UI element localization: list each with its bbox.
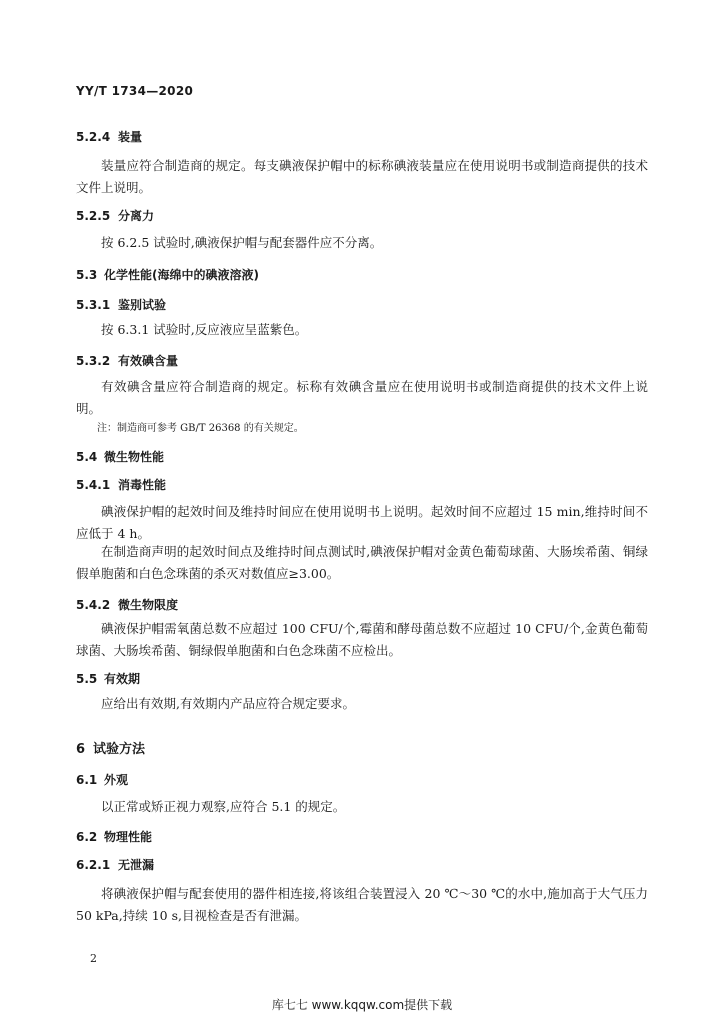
heading-5-2-4 [76,128,142,145]
section-title: 消毒性能 [118,478,167,492]
section-title: 鉴别试验 [118,298,167,312]
paragraph-6-2-1: 将碘液保护帽与配套使用的器件相连接,将该组合装置浸入 20 ℃～30 ℃的水中,施加高于大气压力 50 kPa,持续 10 s,目视检查是否有泄漏。 [76,886,648,923]
standard-header: YY/T 1734—2020 [76,84,194,98]
paragraph-5-5: 应给出有效期,有效期内产品应符合规定要求。 [101,696,355,711]
section-number: 6.2 [76,830,98,844]
heading-5-4-2 [76,596,178,613]
section-number: 5.4.2 [76,598,111,612]
section-number: 5.4.1 [76,478,111,492]
heading-5-5 [76,670,140,687]
heading-5-3-1 [76,296,166,313]
section-title: 装量 [118,130,143,144]
section-title: 化学性能(海绵中的碘液溶液) [104,268,259,282]
section-number: 5.2.5 [76,209,111,223]
paragraph-5-3-2: 有效碘含量应符合制造商的规定。标称有效碘含量应在使用说明书或制造商提供的技术文件上说明。 [76,379,648,416]
download-footer: 库七七 www.kqqw.com提供下载 [271,998,453,1012]
paragraph-5-3-1: 按 6.3.1 试验时,反应液应呈蓝紫色。 [101,322,308,337]
heading-5-3-2 [76,352,178,369]
heading-6-1 [76,771,128,788]
heading-6-2-1 [76,856,154,873]
heading-5-4-1 [76,476,166,493]
paragraph-5-4-1b: 在制造商声明的起效时间点及维持时间点测试时,碘液保护帽对金黄色葡萄球菌、大肠埃希菌、铜绿假单胞菌和白色念珠菌的杀灭对数值应≥3.00。 [76,544,648,581]
section-number: 5.4 [76,450,98,464]
section-number: 6.1 [76,773,98,787]
heading-5-3 [76,266,259,283]
section-title: 分离力 [118,209,155,223]
section-title: 有效期 [104,672,141,686]
section-title: 无泄漏 [118,858,155,872]
section-number: 5.2.4 [76,130,111,144]
section-title: 微生物性能 [104,450,165,464]
section-number: 5.5 [76,672,98,686]
paragraph-5-2-4: 装量应符合制造商的规定。每支碘液保护帽中的标称碘液装量应在使用说明书或制造商提供的技术文件上说明。 [76,158,648,195]
page-number: 2 [90,952,97,965]
section-number: 6.2.1 [76,858,111,872]
section-title: 物理性能 [104,830,153,844]
paragraph-6-1: 以正常或矫正视力观察,应符合 5.1 的规定。 [101,799,346,814]
section-title: 试验方法 [93,742,146,757]
section-number: 5.3 [76,268,98,282]
paragraph-5-2-5: 按 6.2.5 试验时,碘液保护帽与配套器件应不分离。 [101,235,383,250]
heading-5-2-5 [76,207,154,224]
note: 注：制造商可参考 GB/T 26368 的有关规定。 [97,423,304,434]
paragraph-5-4-2: 碘液保护帽需氧菌总数不应超过 100 CFU/个,霉菌和酵母菌总数不应超过 10 CFU/个,金黄色葡萄球菌、大肠埃希菌、铜绿假单胞菌和白色念珠菌不应检出。 [76,621,648,658]
section-title: 微生物限度 [118,598,179,612]
section-number: 5.3.1 [76,298,111,312]
heading-5-4 [76,448,164,465]
section-number: 5.3.2 [76,354,111,368]
section-title: 有效碘含量 [118,354,179,368]
section-title: 外观 [104,773,129,787]
section-number: 6 [76,742,86,757]
paragraph-5-4-1a: 碘液保护帽的起效时间及维持时间应在使用说明书上说明。起效时间不应超过 15 min,维持时间不应低于 4 h。 [76,504,648,541]
heading-6 [76,738,145,757]
heading-6-2 [76,828,152,845]
